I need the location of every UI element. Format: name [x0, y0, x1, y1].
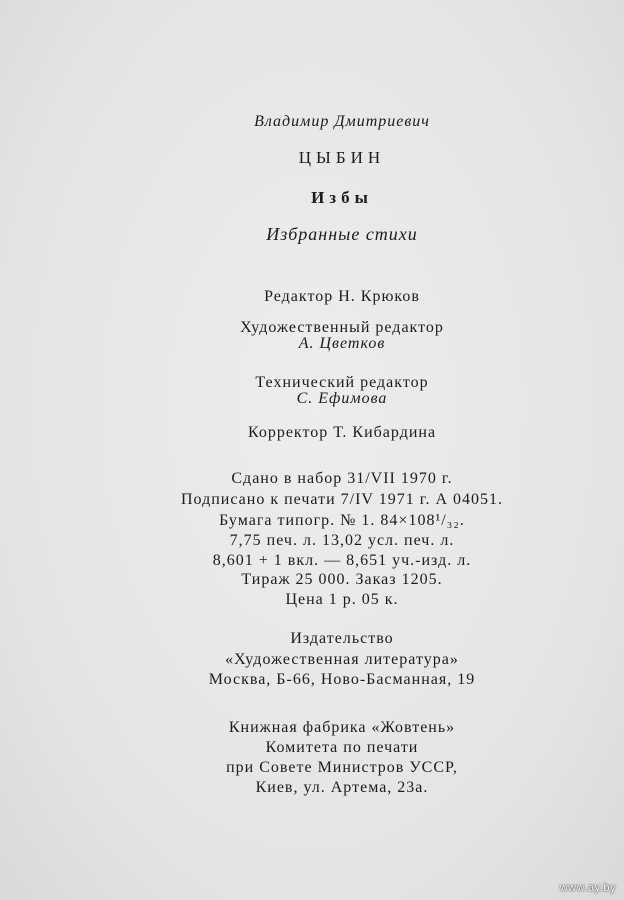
art-editor-name: А. Цветков — [298, 335, 386, 352]
corrector-line: Корректор Т. Кибардина — [247, 424, 437, 441]
tech-editor-name: С. Ефимова — [296, 390, 388, 407]
book-title: Избы — [311, 188, 373, 207]
site-watermark: www.ay.by — [559, 882, 616, 894]
art-editor-role: Художественный редактор — [240, 319, 444, 336]
printer-address: Киев, ул. Артема, 23а. — [255, 779, 429, 796]
print-line-submitted: Сдано в набор 31/VII 1970 г. — [231, 470, 453, 487]
printer-committee: Комитета по печати — [265, 739, 419, 756]
print-line-edition-sheets: 8,601 + 1 вкл. — 8,651 уч.-изд. л. — [212, 552, 472, 569]
tech-editor-role: Технический редактор — [255, 374, 429, 391]
publisher-address: Москва, Б-66, Ново-Басманная, 19 — [208, 671, 476, 688]
print-line-paper: Бумага типогр. № 1. 84×108¹/₃₂. — [219, 512, 465, 529]
publisher-label: Издательство — [290, 630, 394, 647]
print-line-price: Цена 1 р. 05 к. — [285, 591, 399, 608]
print-line-signed: Подписано к печати 7/IV 1971 г. А 04051. — [181, 491, 503, 508]
printer-name: Книжная фабрика «Жовтень» — [228, 719, 456, 736]
author-first-names: Владимир Дмитриевич — [254, 113, 430, 130]
print-line-circulation: Тираж 25 000. Заказ 1205. — [241, 571, 443, 588]
editor-line: Редактор Н. Крюков — [264, 288, 420, 305]
printer-council: при Совете Министров УССР, — [226, 759, 458, 776]
author-surname: ЦЫБИН — [298, 148, 386, 167]
book-subtitle: Избранные стихи — [266, 224, 418, 244]
print-line-sheets: 7,75 печ. л. 13,02 усл. печ. л. — [229, 532, 455, 549]
publisher-name: «Художественная литература» — [225, 651, 459, 668]
